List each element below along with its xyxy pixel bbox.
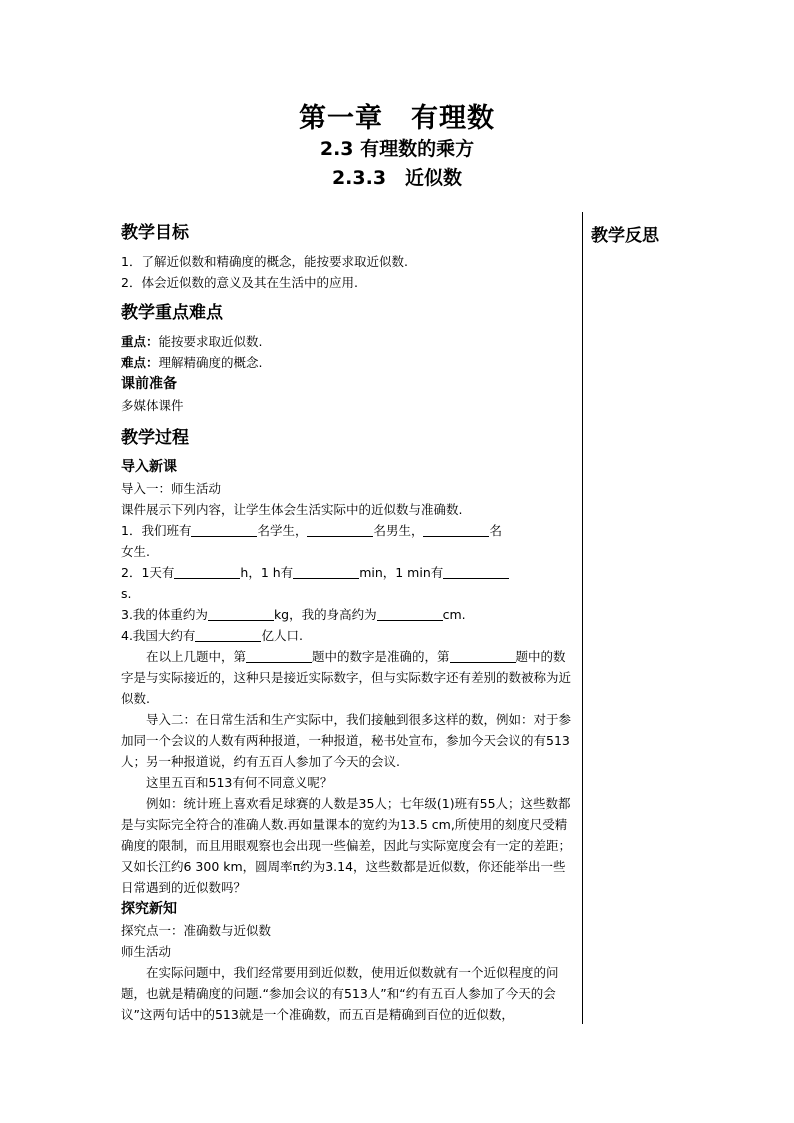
explore1-title: 探究点一：准确数与近似数	[121, 923, 272, 938]
goal-item: 2．体会近似数的意义及其在生活中的应用.	[121, 275, 358, 290]
reflection-heading: 教学反思	[591, 226, 659, 246]
activity-label: 师生活动	[121, 944, 172, 959]
answer-blank[interactable]	[293, 565, 359, 579]
keypoints-heading: 教学重点难点	[121, 303, 223, 323]
intro1-title: 导入一：师生活动	[121, 481, 222, 496]
question-4: 4.我国大约有 亿人口.	[121, 628, 303, 643]
prep-text: 多媒体课件	[121, 398, 184, 413]
prep-heading: 课前准备	[121, 376, 177, 392]
conclusion: 在以上几题中，第 题中的数字是准确的，第 题中的数字是与实际接近的，这种只是接近实际数字，但与实际数字还有差别的数被称为近似数.	[121, 649, 572, 706]
intro-heading: 导入新课	[121, 459, 177, 475]
subsection-title: 2.3.3 近似数	[331, 167, 463, 189]
column-divider	[582, 212, 583, 1024]
explore-text: 在实际问题中，我们经常要用到近似数，使用近似数就有一个近似程度的问题，也就是精确度的问题.“参加会议的有513人”和“约有五百人参加了今天的会议”这两句话中的513就是一个准确数，而五百是精确到百位的近似数，	[121, 965, 559, 1022]
answer-blank[interactable]	[443, 565, 509, 579]
key-label: 重点：	[121, 334, 159, 349]
intro1-desc: 课件展示下列内容，让学生体会生活实际中的近似数与准确数.	[121, 502, 463, 517]
diff-label: 难点：	[121, 355, 159, 370]
answer-blank[interactable]	[450, 649, 516, 663]
diff-text: 理解精确度的概念.	[158, 355, 263, 370]
goal-item: 1．了解近似数和精确度的概念，能按要求取近似数.	[121, 254, 408, 269]
question-3: 3.我的体重约为 kg，我的身高约为 cm.	[121, 607, 466, 622]
question-1: 1．我们班有 名学生， 名男生， 名	[121, 523, 502, 538]
answer-blank[interactable]	[195, 628, 261, 642]
intro2-text: 导入二：在日常生活和生产实际中，我们接触到很多这样的数，例如：对于参加同一个会议的人数有两种报道，一种报道，秘书处宣布，参加今天会议的有513人；另一种报道说，约有五百人参加了今天的会议.	[121, 712, 572, 769]
difficult-point	[121, 352, 576, 373]
question-2-end: s.	[121, 586, 132, 601]
section-title: 2.3 有理数的乘方	[319, 138, 475, 160]
question-text: 这里五百和513有何不同意义呢？	[146, 775, 333, 790]
question-1-end: 女生.	[121, 544, 150, 559]
answer-blank[interactable]	[246, 649, 312, 663]
lesson-body	[121, 219, 576, 1025]
answer-blank[interactable]	[377, 607, 443, 621]
chapter-title: 第一章 有理数	[299, 103, 495, 134]
answer-blank[interactable]	[307, 523, 373, 537]
answer-blank[interactable]	[174, 565, 240, 579]
answer-blank[interactable]	[423, 523, 489, 537]
answer-blank[interactable]	[208, 607, 274, 621]
answer-blank[interactable]	[191, 523, 257, 537]
process-heading: 教学过程	[121, 428, 189, 448]
key-point	[121, 331, 576, 352]
key-text: 能按要求取近似数.	[158, 334, 263, 349]
question-2: 2．1天有 h，1 h有 min，1 min有	[121, 562, 576, 583]
example-text: 例如：统计班上喜欢看足球赛的人数是35人；七年级(1)班有55人；这些数都是与实际完全符合的准确人数.再如量课本的宽约为13.5 cm,所使用的刻度尺受精确度的限制，而且用眼观察也会出现一些偏差，因此与实际宽度会有一定的差距；又如长江约6 300 km，圆周率π约为3.14，这些数都是近似数，你还能举出一些日常遇到的近似数吗？	[121, 796, 572, 895]
explore-heading: 探究新知	[121, 901, 177, 917]
goals-heading: 教学目标	[121, 223, 189, 243]
